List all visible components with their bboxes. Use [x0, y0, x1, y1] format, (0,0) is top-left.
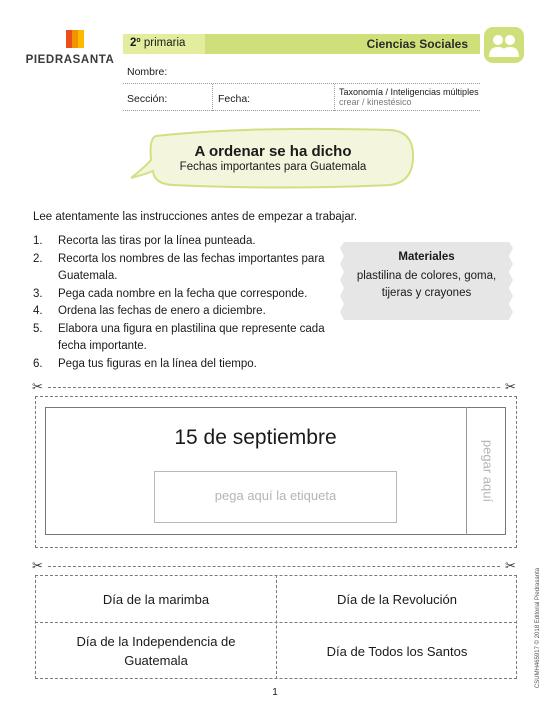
date-field[interactable]: Fecha:: [213, 84, 335, 111]
grid-divider: [35, 622, 517, 623]
instructions-intro: Lee atentamente las instrucciones antes de empezar a trabajar.: [33, 211, 358, 223]
brand-name: PIEDRASANTA: [25, 54, 115, 66]
name-card-independencia[interactable]: Día de la Independencia de Guatemala: [76, 634, 236, 668]
glue-tab-label: pegar aquí: [480, 439, 496, 503]
taxonomy-label: Taxonomía / Inteligencias múltiples: [339, 87, 479, 97]
label-drop-text: pega aquí la etiqueta: [214, 488, 337, 503]
name-card-marimba[interactable]: Día de la marimba: [102, 591, 210, 607]
instruction-step: 4. Ordena las fechas de enero a diciembre.: [33, 305, 266, 317]
instructions-list: [33, 233, 333, 373]
scissors-icon: ✂: [32, 379, 43, 394]
section-field[interactable]: Sección:: [123, 84, 213, 111]
activity-title: A ordenar se ha dicho: [194, 143, 352, 160]
copyright-note: CSUMH465917 © 2018 Editorial Piedrasanta: [535, 567, 541, 689]
instruction-step: 5. Elabora una figura en plastilina que represente cada fecha importante.: [33, 322, 325, 352]
cut-line: [48, 387, 500, 388]
grid-divider: [276, 575, 277, 679]
section-row: [123, 84, 480, 111]
taxonomy-value: crear / kinestésico: [339, 97, 412, 107]
instruction-step: 6. Pega tus figuras en la línea del tiempo.: [33, 357, 257, 370]
activity-subtitle: Fechas importantes para Guatemala: [179, 161, 367, 173]
grade-word: primaria: [143, 37, 186, 49]
instruction-step: 2. Recorta los nombres de las fechas importantes para Guatemala.: [33, 252, 325, 282]
name-card-revolucion[interactable]: Día de la Revolución: [337, 591, 457, 607]
cut-line: [48, 566, 500, 567]
name-field[interactable]: [123, 56, 480, 84]
name-card-todos-santos[interactable]: Día de Todos los Santos: [326, 643, 468, 659]
name-label: Nombre:: [127, 66, 168, 78]
brand-logo: [14, 26, 126, 70]
taxonomy-info: [335, 84, 480, 111]
grade-badge: 2$^o$ primaria: [123, 34, 205, 54]
instruction-step: 1. Recorta las tiras por la línea punteada.: [33, 235, 256, 247]
scissors-icon: ✂: [32, 558, 43, 573]
page-number: 1: [272, 687, 278, 698]
book-logo-icon: [64, 28, 86, 50]
materials-title: Materiales: [398, 251, 455, 263]
scissors-icon: ✂: [505, 558, 516, 573]
scissors-icon: ✂: [505, 379, 516, 394]
materials-text: plastilina de colores, goma, tijeras y crayones: [356, 270, 497, 299]
instruction-step: 3. Pega cada nombre en la fecha que corresponde.: [33, 287, 308, 300]
strip-date: 15 de septiembre: [174, 426, 337, 449]
group-icon: [484, 27, 524, 63]
subject-title: Ciencias Sociales: [366, 37, 468, 51]
